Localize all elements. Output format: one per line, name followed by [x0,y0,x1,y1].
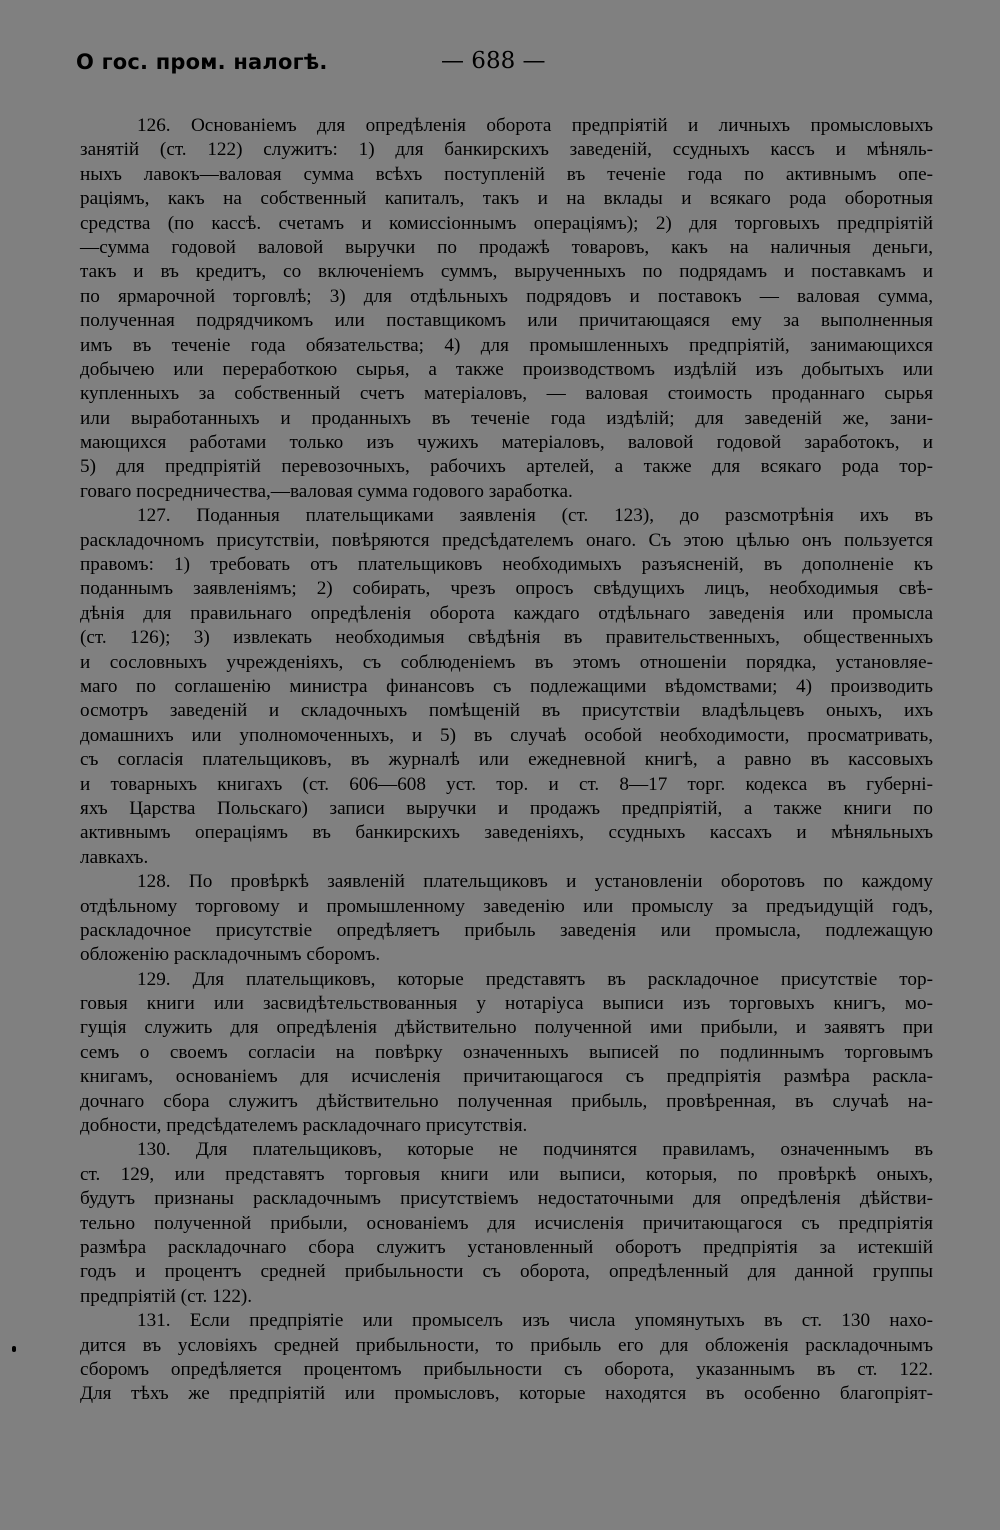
text-line: раскладочное присутствіе опредѣляетъ прибыль заведенія или промысла, подлежащую [80,919,933,941]
text-line: —сумма годовой валовой выручки по продажѣ товаровъ, какъ на наличныя деньги, [80,236,933,258]
text-line: полученная подрядчикомъ или поставщикомъ или причитающаяся ему за выполненныя [80,310,933,332]
text-line: правомъ: 1) требовать отъ плательщиковъ необходимыхъ разъясненій, въ дополненіе къ [80,554,933,576]
text-line: дится въ условіяхъ средней прибыльности, то прибыль его для обложенія раскладочнымъ [80,1334,933,1356]
text-line: тельно полученной прибыли, основаніемъ для исчисленія причитающагося съ предпріятія [80,1212,933,1234]
text-line: предпріятій (ст. 122). [80,1285,253,1307]
text-line: лавкахъ. [80,846,149,868]
document-body [80,114,933,1407]
text-line: дѣнія для правильнаго опредѣленія оборота каждаго отдѣльнаго заведенія или промысла [80,602,933,624]
page-number: — 688 — [441,48,546,74]
text-line: активнымъ операціямъ въ банкирскихъ заведеніяхъ, ссудныхъ кассахъ и мѣняльныхъ [80,822,933,844]
article-paragraph [80,1309,933,1407]
text-line: или выработанныхъ и проданныхъ въ теченіе года издѣлій; для заведеній же, зани- [80,407,933,429]
text-line: 131. Если предпріятіе или промыселъ изъ числа упомянутыхъ въ ст. 130 нахо- [137,1310,933,1332]
text-line: гущія служить для опредѣленія дѣйствительно полученной ими прибыли, и заявятъ при [80,1017,933,1039]
text-line: маго по соглашенію министра финансовъ съ подлежащими вѣдомствами; 4) производить [80,675,933,697]
text-line: говыя книги или засвидѣтельствованныя у нотаріуса выписи изъ торговыхъ книгъ, мо- [80,993,933,1015]
page-header [76,50,956,90]
text-line: Для тѣхъ же предпріятій или промысловъ, которые находятся въ особенно благопріят- [80,1383,933,1405]
text-line: 5) для предпріятій перевозочныхъ, рабочихъ артелей, а также для всякаго рода тор- [80,456,933,478]
text-line: раскладочномъ присутствіи, повѣряются предсѣдателемъ онаго. Съ этою цѣлью онъ пользуется [80,529,933,551]
text-line: съ согласія плательщиковъ, въ журналѣ или ежедневной книгѣ, а равно въ кассовыхъ [80,749,933,771]
text-line: имъ въ теченіе года обязательства; 4) для промышленныхъ предпріятій, занимающихся [80,334,933,356]
article-paragraph [80,504,933,870]
text-line: 127. Поданныя плательщиками заявленія (ст. 123), до разсмотрѣнія ихъ въ [137,505,933,527]
text-line: книгамъ, основаніемъ для исчисленія причитающагося съ предпріятія размѣра раскла- [80,1066,933,1088]
text-line: обложенію раскладочнымъ сборомъ. [80,944,381,966]
text-line: семъ о своемъ согласіи на повѣрку означенныхъ выписей по подлиннымъ торговымъ [80,1041,933,1063]
text-line: и сословныхъ учрежденіяхъ, съ соблюденіемъ въ этомъ отношеніи порядка, установляе- [80,651,933,673]
article-paragraph [80,968,933,1139]
text-line: поданнымъ заявленіямъ; 2) собирать, чрезъ опросъ свѣдущихъ лицъ, необходимыя свѣ- [80,578,933,600]
text-line: осмотръ заведеній и складочныхъ помѣщеній въ присутствіи владѣльцевъ оныхъ, ихъ [80,700,933,722]
text-line: купленныхъ за собственный счетъ матеріаловъ, — валовая стоимость проданнаго сырья [80,383,933,405]
text-line: мающихся работами только изъ чужихъ матеріаловъ, валовой годовой заработокъ, и [80,432,933,454]
article-paragraph [80,870,933,968]
running-head: О гос. пром. налогѣ. [76,50,328,74]
text-line: по ярмарочной торговлѣ; 3) для отдѣльныхъ подрядовъ и поставокъ — валовая сумма, [80,285,933,307]
text-line: раціямъ, какъ на собственный капиталъ, такъ и на вклады и всякаго рода оборотныя [80,188,933,210]
scan-speck [12,1346,16,1352]
text-line: и товарныхъ книгахъ (ст. 606—608 уст. тор. и ст. 8—17 торг. кодекса въ губерні- [80,773,933,795]
text-line: добности, предсѣдателемъ раскладочнаго присутствія. [80,1115,528,1137]
text-line: дочнаго сбора служитъ дѣйствительно полученная прибыль, провѣренная, въ случаѣ на- [80,1090,933,1112]
article-paragraph [80,1138,933,1309]
text-line: 130. Для плательщиковъ, которые не подчинятся правиламъ, означеннымъ въ [137,1139,933,1161]
text-line: ст. 129, или представятъ торговыя книги или выписи, которыя, по провѣркѣ оныхъ, [80,1163,933,1185]
text-line: ныхъ лавокъ—валовая сумма всѣхъ поступленій въ теченіе года по активнымъ опе- [80,163,933,185]
text-line: 129. Для плательщиковъ, которые представятъ въ раскладочное присутствіе тор- [137,968,933,990]
text-line: 126. Основаніемъ для опредѣленія оборота предпріятій и личныхъ промысловыхъ [137,115,933,136]
text-line: отдѣльному торговому и промышленному заведенію или промыслу за предъидущій годъ, [80,895,933,917]
text-line: будутъ признаны раскладочнымъ присутствіемъ недостаточными для опредѣленія дѣйстви- [80,1188,933,1210]
text-line: добычею или переработкою сырья, а также производствомъ издѣлій изъ добытыхъ или [80,358,933,380]
text-line: средства (по кассѣ. счетамъ и комиссіоннымъ операціямъ); 2) для торговыхъ предпріятій [80,212,933,234]
text-line: говаго посредничества,—валовая сумма годового заработка. [80,480,573,502]
article-paragraph [80,114,933,504]
text-line: такъ и въ кредитъ, со включеніемъ суммъ, вырученныхъ по подрядамъ и поставкамъ и [80,261,933,283]
text-line: (ст. 126); 3) извлекать необходимыя свѣдѣнія въ правительственныхъ, общественныхъ [80,627,933,649]
text-line: годъ и процентъ средней прибыльности съ оборота, опредѣленный для данной группы [80,1261,933,1283]
text-line: размѣра раскладочнаго сбора служитъ установленный оборотъ предпріятія за истекшій [80,1236,933,1258]
text-line: 128. По провѣркѣ заявленій плательщиковъ и установленіи оборотовъ по каждому [137,871,933,893]
text-line: сборомъ опредѣляется процентомъ прибыльности съ оборота, указаннымъ въ ст. 122. [80,1358,933,1380]
text-line: занятій (ст. 122) служитъ: 1) для банкирскихъ заведеній, ссудныхъ кассъ и мѣняль- [80,139,933,161]
text-line: яхъ Царства Польскаго) записи выручки и продажъ предпріятій, а также книги по [80,797,933,819]
text-line: домашнихъ или уполномоченныхъ, и 5) въ случаѣ особой необходимости, просматривать, [80,724,933,746]
